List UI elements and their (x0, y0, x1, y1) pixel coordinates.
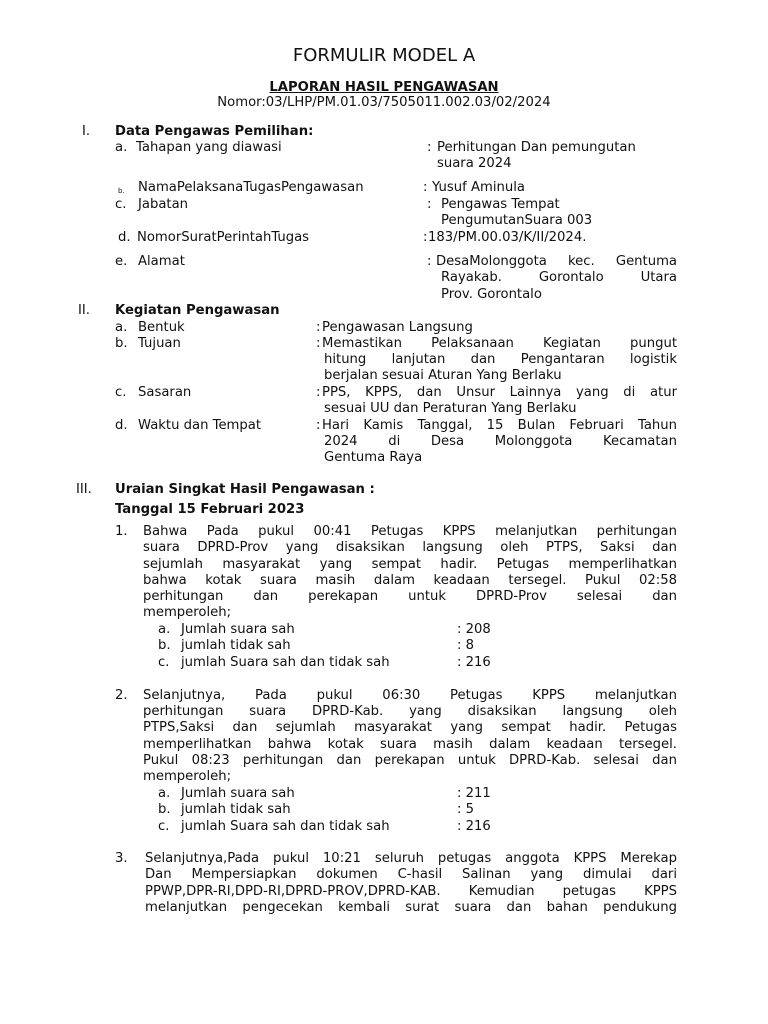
item-marker: c. (115, 385, 127, 400)
item-colon: : (316, 320, 321, 335)
item-colon: : (423, 180, 428, 195)
item-value: suara 2024 (437, 156, 512, 171)
result-marker: b. (158, 638, 171, 653)
item-marker: a. (115, 140, 128, 155)
paragraph-number: 3. (115, 851, 128, 866)
item-value: Rayakab. Gorontalo Utara (441, 270, 677, 285)
item-value: PPS, KPPS, dan Unsur Lainnya yang di atur (322, 385, 677, 400)
item-marker: b. (118, 187, 125, 195)
result-marker: c. (158, 819, 170, 834)
paragraph-line: bahwa kotak suara masih dalam keadaan tersegel. Pukul 02:58 (143, 573, 677, 588)
item-value: Gentuma Raya (324, 450, 423, 465)
result-value: : 211 (457, 786, 491, 801)
item-value: DesaMolonggota kec. Gentuma (436, 254, 677, 269)
paragraph-line: Selanjutnya,Pada pukul 10:21 seluruh petugas anggota KPPS Merekap (145, 851, 677, 866)
result-label: Jumlah suara sah (181, 622, 295, 637)
result-marker: c. (158, 655, 170, 670)
paragraph-line: memperlihatkan bahwa kotak suara masih dalam keadaan tersegel. (143, 737, 677, 752)
section-heading: Data Pengawas Pemilihan: (115, 124, 314, 139)
item-marker: d. (115, 418, 128, 433)
item-value: Memastikan Pelaksanaan Kegiatan pungut (322, 336, 677, 351)
item-colon: : (316, 418, 321, 433)
result-value: : 208 (457, 622, 491, 637)
paragraph-line: Selanjutnya, Pada pukul 06:30 Petugas KPPS melanjutkan (143, 688, 677, 703)
item-colon: : (427, 197, 432, 212)
section-numeral: II. (78, 303, 90, 318)
form-title: FORMULIR MODEL A (292, 45, 476, 66)
paragraph-line: sejumlah masyarakat yang sempat hadir. Petugas memperlihatkan (143, 557, 677, 572)
result-marker: a. (158, 622, 171, 637)
item-marker: c. (115, 197, 127, 212)
item-value: Pengawasan Langsung (322, 320, 473, 335)
section-numeral: III. (76, 482, 92, 497)
item-value: Prov. Gorontalo (441, 287, 542, 302)
item-value: 2024 di Desa Molonggota Kecamatan (324, 434, 677, 449)
paragraph-line: Pukul 08:23 perhitungan dan perekapan untuk DPRD-Kab. selesai dan (143, 753, 677, 768)
item-value: berjalan sesuai Aturan Yang Berlaku (324, 368, 562, 383)
result-value: : 8 (457, 638, 475, 653)
paragraph-number: 1. (115, 524, 128, 539)
result-label: jumlah tidak sah (181, 638, 291, 653)
section-numeral: I. (82, 124, 91, 139)
paragraph-line: melanjutkan pengecekan kembali surat suara dan bahan pendukung (145, 900, 677, 915)
paragraph-line: Dan Mempersiapkan dokumen C-hasil Salinan yang dimulai dari (145, 867, 677, 882)
result-marker: a. (158, 786, 171, 801)
section-heading: Uraian Singkat Hasil Pengawasan : (115, 482, 375, 497)
item-value: Hari Kamis Tanggal, 15 Bulan Februari Tahun (322, 418, 677, 433)
item-marker: e. (115, 254, 128, 269)
paragraph-line: PPWP,DPR-RI,DPD-RI,DPRD-PROV,DPRD-KAB. Kemudian petugas KPPS (145, 884, 677, 899)
paragraph-line: suara DPRD-Prov yang disaksikan langsung oleh PTPS, Saksi dan (143, 540, 677, 555)
paragraph-line: Bahwa Pada pukul 00:41 Petugas KPPS melanjutkan perhitungan (143, 524, 677, 539)
paragraph-line: PTPS,Saksi dan sejumlah masyarakat yang sempat hadir. Petugas (143, 720, 677, 735)
item-label: Tujuan (138, 336, 181, 351)
item-value: Pengawas Tempat (441, 197, 560, 212)
result-marker: b. (158, 802, 171, 817)
item-marker: a. (115, 320, 128, 335)
paragraph-line: perhitungan dan perekapan untuk DPRD-Prov selesai dan (143, 589, 677, 604)
result-label: jumlah Suara sah dan tidak sah (181, 819, 390, 834)
item-value: Perhitungan Dan pemungutan (437, 140, 636, 155)
item-colon: : (427, 254, 432, 269)
result-value: : 5 (457, 802, 475, 817)
item-value: sesuai UU dan Peraturan Yang Berlaku (324, 401, 577, 416)
report-date: Tanggal 15 Februari 2023 (115, 502, 305, 517)
paragraph-line: memperoleh; (143, 769, 232, 784)
item-label: NomorSuratPerintahTugas (137, 230, 310, 245)
item-colon: : (316, 336, 321, 351)
result-value: : 216 (457, 655, 491, 670)
item-label: Alamat (138, 254, 185, 269)
item-label: Bentuk (138, 320, 185, 335)
item-value: hitung lanjutan dan Pengantaran logistik (324, 352, 677, 367)
section-heading: Kegiatan Pengawasan (115, 303, 280, 318)
item-value: 183/PM.00.03/K/II/2024. (428, 230, 587, 245)
item-value: PengumutanSuara 003 (441, 213, 593, 228)
result-label: Jumlah suara sah (181, 786, 295, 801)
paragraph-line: memperoleh; (143, 605, 232, 620)
item-label: Jabatan (138, 197, 189, 212)
item-label: NamaPelaksanaTugasPengawasan (138, 180, 364, 195)
result-label: jumlah tidak sah (181, 802, 291, 817)
report-title: LAPORAN HASIL PENGAWASAN (269, 80, 499, 95)
result-value: : 216 (457, 819, 491, 834)
paragraph-line: perhitungan suara DPRD-Kab. yang disaksikan langsung oleh (143, 704, 677, 719)
item-colon: : (427, 140, 432, 155)
item-label: Tahapan yang diawasi (136, 140, 282, 155)
item-marker: b. (115, 336, 128, 351)
item-colon: : (423, 230, 428, 245)
item-value: Yusuf Aminula (432, 180, 525, 195)
result-label: jumlah Suara sah dan tidak sah (181, 655, 390, 670)
item-colon: : (316, 385, 321, 400)
paragraph-number: 2. (115, 688, 128, 703)
item-label: Sasaran (138, 385, 192, 400)
item-marker: d. (118, 230, 131, 245)
item-label: Waktu dan Tempat (138, 418, 262, 433)
report-number: Nomor:03/LHP/PM.01.03/7505011.002.03/02/2024 (217, 95, 551, 110)
